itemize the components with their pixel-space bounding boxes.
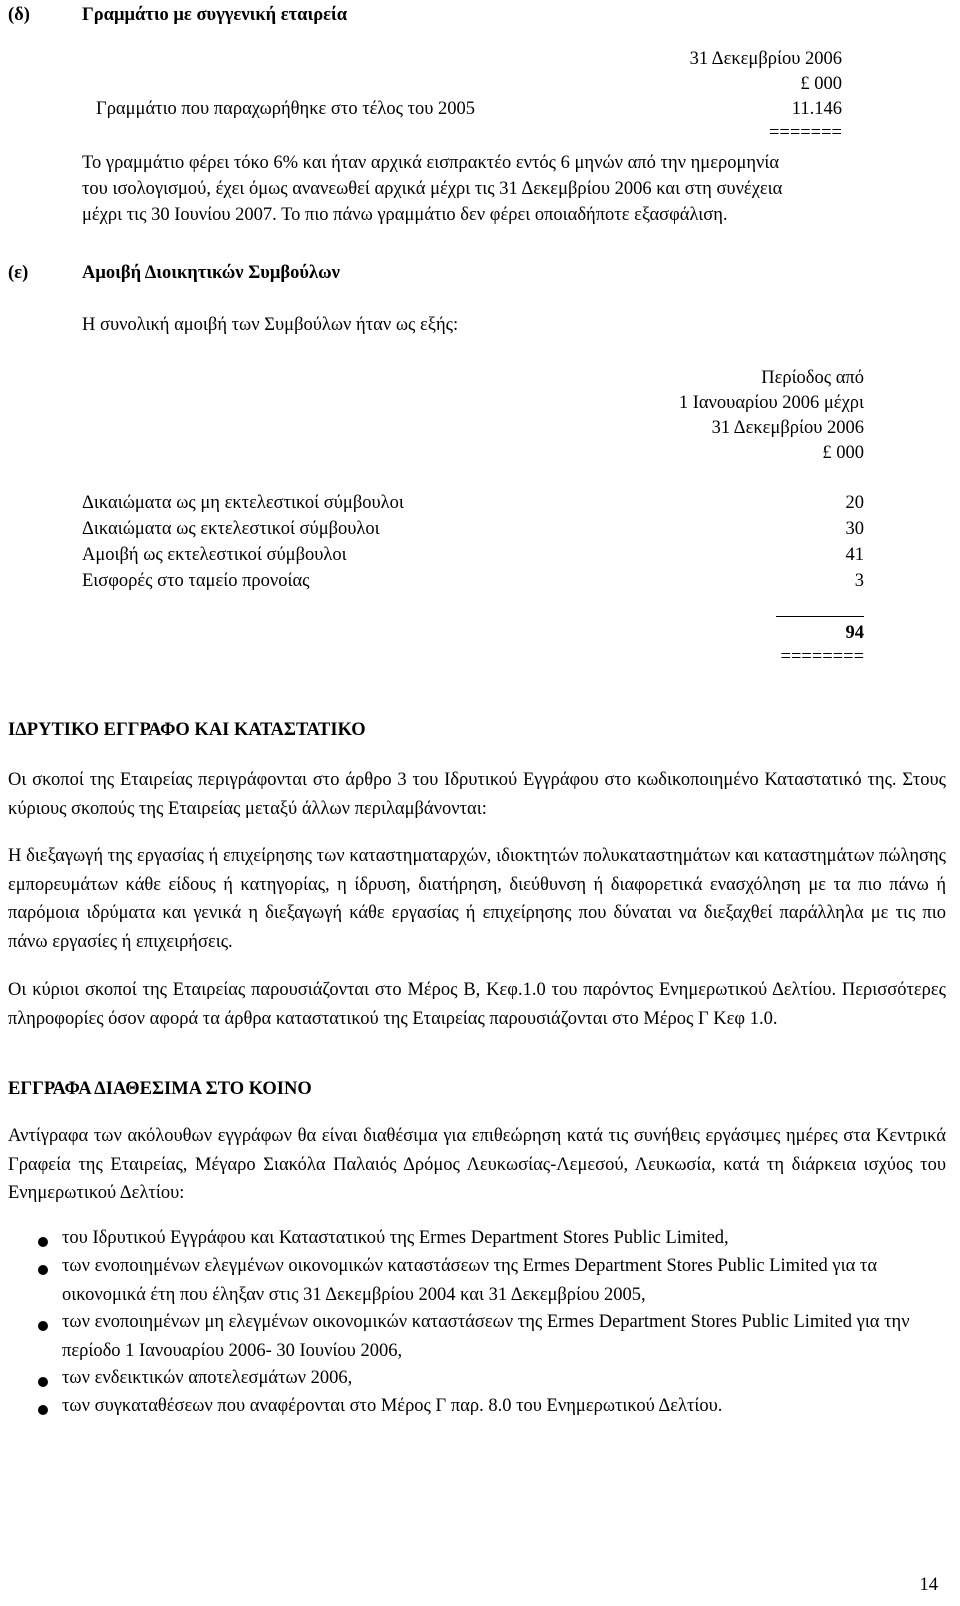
section-e-label: (ε) (8, 263, 29, 283)
section-d-heading: Γραμμάτιο με συγγενική εταιρεία (82, 5, 348, 25)
founding-paragraph-3: Οι κύριοι σκοποί της Εταιρείας παρουσιάζονται στο Μέρος Β, Κεφ.1.0 του παρόντος Ενημερωτικού Δελτίου. Περισσότερες πληροφορίες όσον αφορά τα άρθρα καταστατικού της Εταιρείας παρουσιάζονται στο Μέρος Γ Κεφ 1.0. (8, 980, 946, 1029)
remuneration-row-value: 3 (854, 571, 864, 591)
bullet-icon (38, 1237, 48, 1247)
note-paragraph-line-1: Το γραμμάτιο φέρει τόκο 6% και ήταν αρχικά εισπρακτέο εντός 6 μηνών από την ημερομηνία (82, 153, 780, 173)
public-docs-item: των ενοποιημένων ελεγμένων οικονομικών καταστάσεων της Ermes Department Stores Public Limited για τα οικονομικά έτη που έληξαν στις 31 Δεκεμβρίου 2004 και 31 Δεκεμβρίου 2005, (62, 1256, 878, 1305)
founding-heading: ΙΔΡΥΤΙΚΟ ΕΓΓΡΑΦΟ ΚΑΙ ΚΑΤΑΣΤΑΤΙΚΟ (8, 720, 366, 740)
remuneration-row-value: 20 (845, 493, 864, 513)
bullet-icon (38, 1405, 48, 1415)
founding-paragraph-2: Η διεξαγωγή της εργασίας ή επιχείρησης των καταστηματαρχών, ιδιοκτητών πολυκαταστημάτων και καταστημάτων πώλησης εμπορευμάτων κάθε είδους ή κατηγορίας, η ίδρυση, διατήρηση, διεύθυνση ή διαφορετικά ενασχόληση με τα πιο πάνω ή παρόμοια ιδρύματα και γενικά η διεξαγωγή κάθε εργασίας ή επιχείρησης που δύναται να διεξαχθεί παράλληλα με τις πιο πάνω εργασίες ή επιχειρήσεις. (8, 846, 946, 952)
note-paragraph-line-2: του ισολογισμού, έχει όμως ανανεωθεί αρχικά μέχρι τις 31 Δεκεμβρίου 2006 και στη συνέχεια (82, 179, 783, 199)
period-header-line-2: 1 Ιανουαρίου 2006 μέχρι (678, 393, 864, 413)
bullet-icon (38, 1377, 48, 1387)
note-row-label: Γραμμάτιο που παραχωρήθηκε στο τέλος του 2005 (96, 99, 476, 119)
remuneration-row-label: Δικαιώματα ως εκτελεστικοί σύμβουλοι (82, 519, 380, 539)
page-number: 14 (919, 1575, 938, 1595)
remuneration-intro: Η συνολική αμοιβή των Συμβούλων ήταν ως εξής: (82, 315, 459, 335)
remuneration-row-label: Εισφορές στο ταμείο προνοίας (82, 571, 310, 591)
note-row-value: 11.146 (791, 99, 842, 119)
public-docs-item: των ενδεικτικών αποτελεσμάτων 2006, (62, 1368, 353, 1388)
column-date-header: 31 Δεκεμβρίου 2006 (689, 49, 842, 69)
note-paragraph-line-3: μέχρι τις 30 Ιουνίου 2007. Το πιο πάνω γραμμάτιο δεν φέρει οποιαδήποτε εξασφάλιση. (82, 205, 728, 225)
period-header-line-1: Περίοδος από (761, 368, 864, 388)
public-docs-heading: ΕΓΓΡΑΦΑ ΔΙΑΘΕΣΙΜΑ ΣΤΟ ΚΟΙΝΟ (8, 1079, 312, 1099)
section-e-heading: Αμοιβή Διοικητικών Συμβούλων (82, 263, 340, 283)
founding-paragraph-1: Οι σκοποί της Εταιρείας περιγράφονται στο άρθρο 3 του Ιδρυτικού Εγγράφου στο κωδικοποιημένο Καταστατικό της. Στους κύριους σκοπούς της Εταιρείας μεταξύ άλλων περιλαμβάνονται: (8, 770, 946, 819)
section-d-label: (δ) (8, 5, 30, 25)
public-docs-item: των ενοποιημένων μη ελεγμένων οικονομικών καταστάσεων της Ermes Department Stores Public Limited για την περίοδο 1 Ιανουαρίου 2006- 30 Ιουνίου 2006, (62, 1312, 910, 1361)
remuneration-row-label: Αμοιβή ως εκτελεστικοί σύμβουλοι (82, 545, 347, 565)
remuneration-row-value: 41 (845, 545, 864, 565)
bullet-icon (38, 1321, 48, 1331)
bullet-icon (38, 1265, 48, 1275)
note-row-rule: ======= (768, 123, 842, 143)
remuneration-total: 94 (845, 623, 864, 643)
public-docs-item: των συγκαταθέσεων που αναφέρονται στο Μέρος Γ παρ. 8.0 του Ενημερωτικού Δελτίου. (62, 1396, 723, 1416)
remuneration-row-label: Δικαιώματα ως μη εκτελεστικοί σύμβουλοι (82, 493, 404, 513)
public-docs-item: του Ιδρυτικού Εγγράφου και Καταστατικού της Ermes Department Stores Public Limited, (62, 1228, 729, 1248)
column-unit-header: £ 000 (800, 74, 842, 94)
total-double-rule: ======== (780, 647, 864, 667)
public-docs-intro: Αντίγραφα των ακόλουθων εγγράφων θα είναι διαθέσιμα για επιθεώρηση κατά τις συνήθεις εργάσιμες ημέρες στα Κεντρικά Γραφεία της Εταιρείας, Μέγαρο Σιακόλα Παλαιός Δρόμος Λευκωσίας-Λεμεσού, Λευκωσία, κατά τη διάρκεια ισχύος του Ενημερωτικού Δελτίου: (8, 1126, 946, 1203)
subtotal-rule (776, 616, 864, 617)
period-header-line-3: 31 Δεκεμβρίου 2006 (711, 418, 864, 438)
remuneration-row-value: 30 (845, 519, 864, 539)
period-header-unit: £ 000 (822, 443, 864, 463)
